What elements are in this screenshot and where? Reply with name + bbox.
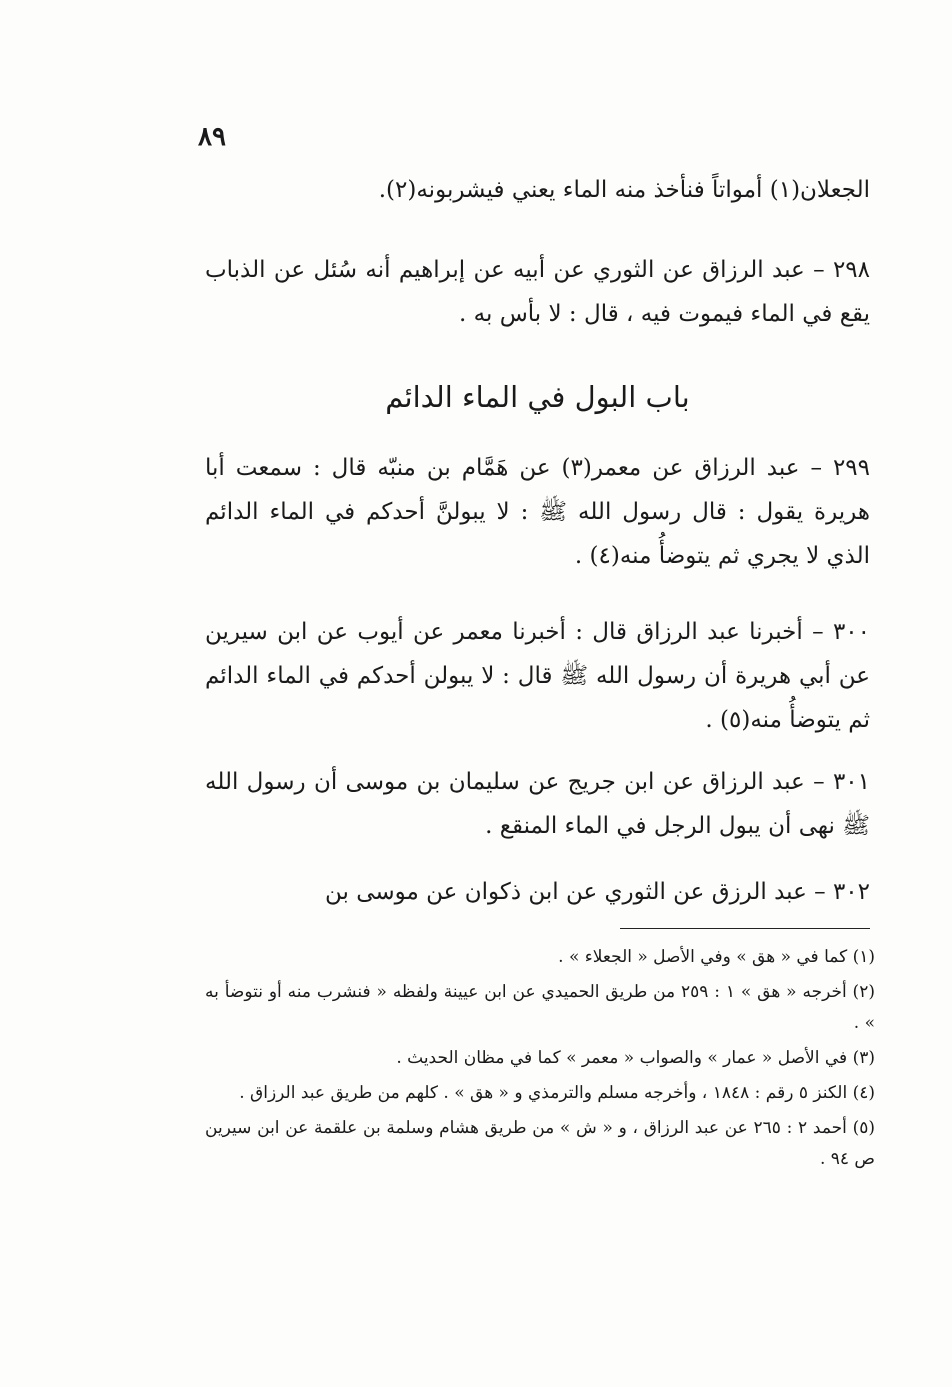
footnote-4: (٤) الكنز ٥ رقم : ١٨٤٨ ، وأخرجه مسلم والترمذي و « هق » . كلهم من طريق عبد الرزاق .	[239, 1083, 875, 1103]
hadith-entry-299: ٢٩٩ – عبد الرزاق عن معمر(٣) عن هَمَّام بن منبّه قال : سمعت أبا هريرة يقول : قال رسول الله ﷺ : لا يبولنَّ أحدكم في الماء الدائم الذي لا يجري ثم يتوضأُ منه(٤) .	[205, 455, 870, 569]
hadith-entry-298: ٢٩٨ – عبد الرزاق عن الثوري عن أبيه عن إبراهيم أنه سُئل عن الذباب يقع في الماء فيموت فيه ، قال : لا بأس به .	[205, 257, 870, 327]
chapter-heading: باب البول في الماء الدائم	[385, 380, 690, 414]
hadith-entry-300: ٣٠٠ – أخبرنا عبد الرزاق قال : أخبرنا معمر عن أيوب عن ابن سيرين عن أبي هريرة أن رسول الله ﷺ قال : لا يبولن أحدكم في الماء الدائم ثم يتوضأُ منه(٥) .	[205, 619, 870, 733]
footnote-3: (٣) في الأصل « عمار » والصواب « معمر » كما في مظان الحديث .	[396, 1048, 875, 1068]
footnote-2: (٢) أخرجه « هق » ١ : ٢٥٩ من طريق الحميدي عن ابن عيينة ولفظه « فنشرب منه أو نتوضأ به » .	[205, 982, 875, 1033]
footnote-divider	[620, 928, 870, 929]
footnote-1: (١) كما في « هق » وفي الأصل « الجعلاء » .	[558, 947, 875, 967]
hadith-entry-301: ٣٠١ – عبد الرزاق عن ابن جريج عن سليمان بن موسى أن رسول الله ﷺ نهى أن يبول الرجل في الماء المنقع .	[205, 769, 870, 839]
continuation-paragraph: الجعلان(١) أمواتاً فنأخذ منه الماء يعني فيشربونه(٢).	[378, 177, 870, 203]
footnote-5: (٥) أحمد ٢ : ٢٦٥ عن عبد الرزاق ، و « ش » من طريق هشام وسلمة بن علقمة عن ابن سيرين ص ٩٤ .	[205, 1118, 875, 1169]
footnotes-section	[205, 942, 875, 1179]
hadith-entry-302: ٣٠٢ – عبد الرزق عن الثوري عن ابن ذكوان عن موسى بن	[325, 879, 870, 905]
page-number: ٨٩	[198, 122, 226, 152]
